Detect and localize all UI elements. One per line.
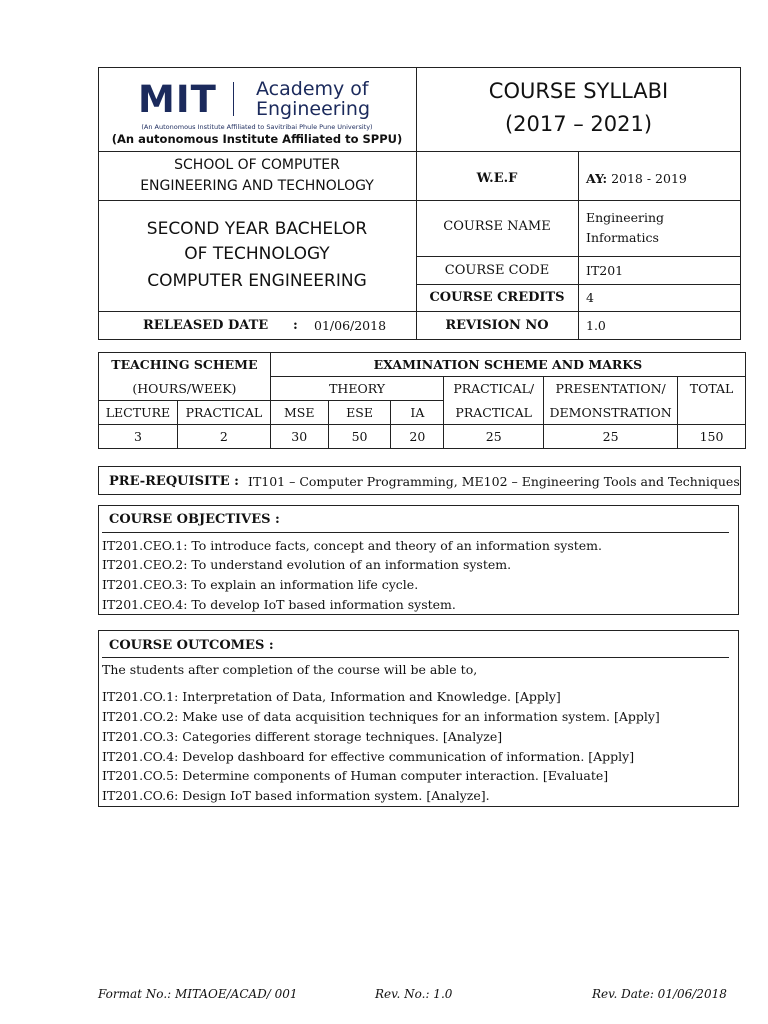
released-date-label: RELEASED DATE bbox=[143, 318, 269, 333]
program-line3: COMPUTER ENGINEERING bbox=[147, 271, 367, 291]
objectives-rule bbox=[102, 532, 729, 533]
footer-format-no: Format No.: MITAOE/ACAD/ 001 bbox=[98, 987, 298, 1001]
presentation-slash-header: PRESENTATION/ bbox=[544, 377, 678, 401]
program-line2: OF TECHNOLOGY bbox=[184, 244, 330, 264]
ay-field bbox=[586, 171, 687, 186]
outcome-item: IT201.CO.5: Determine components of Human computer interaction. [Evaluate] bbox=[102, 768, 609, 783]
logo-mark: MIT bbox=[138, 78, 217, 121]
logo-line1: Academy of bbox=[256, 78, 369, 100]
outcome-item: IT201.CO.3: Categories different storage techniques. [Analyze] bbox=[102, 729, 503, 744]
practical-slash-header: PRACTICAL/ bbox=[444, 377, 544, 401]
revision-no-value: 1.0 bbox=[586, 318, 606, 333]
total-header-blank bbox=[678, 401, 746, 425]
hours-week: (HOURS/WEEK) bbox=[99, 377, 271, 401]
footer-rev-date: Rev. Date: 01/06/2018 bbox=[592, 987, 727, 1001]
logo-separator bbox=[233, 82, 234, 116]
school-line1: SCHOOL OF COMPUTER bbox=[174, 157, 340, 173]
header-inner-divider-2 bbox=[578, 200, 579, 311]
value-ia: 20 bbox=[391, 425, 444, 449]
ay-label: AY: bbox=[586, 171, 608, 186]
value-total: 150 bbox=[678, 425, 746, 449]
objective-item: IT201.CEO.3: To explain an information life cycle. bbox=[102, 577, 419, 592]
released-date-sep: : bbox=[293, 318, 298, 333]
course-name-line1: Engineering bbox=[586, 210, 665, 225]
school-line2: ENGINEERING AND TECHNOLOGY bbox=[140, 178, 374, 194]
value-mse: 30 bbox=[270, 425, 328, 449]
course-credits-value: 4 bbox=[586, 290, 594, 305]
footer-rev-no: Rev. No.: 1.0 bbox=[375, 987, 453, 1001]
course-code-label: COURSE CODE bbox=[444, 263, 550, 278]
syllabus-years: (2017 – 2021) bbox=[504, 112, 653, 136]
ia-header: IA bbox=[391, 401, 444, 425]
course-name-line2: Informatics bbox=[586, 230, 659, 245]
objective-item: IT201.CEO.4: To develop IoT based information system. bbox=[102, 597, 456, 612]
value-ese: 50 bbox=[328, 425, 391, 449]
objective-item: IT201.CEO.2: To understand evolution of an information system. bbox=[102, 557, 512, 572]
header-inner-divider-3 bbox=[578, 311, 579, 340]
wef-label: W.E.F bbox=[476, 171, 518, 186]
outcomes-label: COURSE OUTCOMES : bbox=[109, 638, 274, 653]
theory-header: THEORY bbox=[270, 377, 443, 401]
outcome-item: IT201.CO.2: Make use of data acquisition techniques for an information system. [Apply] bbox=[102, 709, 660, 724]
course-code-value: IT201 bbox=[586, 263, 624, 278]
mse-header: MSE bbox=[270, 401, 328, 425]
scheme-table bbox=[98, 352, 746, 449]
ay-value: 2018 - 2019 bbox=[611, 171, 687, 186]
course-name-label: COURSE NAME bbox=[443, 219, 551, 234]
total-header: TOTAL bbox=[678, 377, 746, 401]
program-line1: SECOND YEAR BACHELOR bbox=[146, 219, 368, 239]
course-credits-label: COURSE CREDITS bbox=[429, 290, 565, 305]
course-syllabi-title: COURSE SYLLABI bbox=[488, 79, 669, 103]
ese-header: ESE bbox=[328, 401, 391, 425]
value-presentation: 25 bbox=[544, 425, 678, 449]
header-inner-divider-1 bbox=[578, 151, 579, 200]
prerequisite-box bbox=[98, 466, 741, 495]
objective-item: IT201.CEO.1: To introduce facts, concept and theory of an information system. bbox=[102, 538, 602, 553]
teaching-scheme-header: TEACHING SCHEME bbox=[99, 353, 271, 377]
header-rule-5 bbox=[98, 311, 741, 312]
practical2-header: PRACTICAL bbox=[444, 401, 544, 425]
outcome-item: IT201.CO.1: Interpretation of Data, Information and Knowledge. [Apply] bbox=[102, 689, 561, 704]
logo-affiliation-small: (An Autonomous Institute Affiliated to Savitribai Phule Pune University) bbox=[141, 123, 373, 131]
logo-line2: Engineering bbox=[256, 98, 370, 120]
prerequisite-label: PRE-REQUISITE : bbox=[109, 474, 239, 489]
prerequisite-text: IT101 – Computer Programming, ME102 – Engineering Tools and Techniques bbox=[248, 474, 740, 489]
outcome-item: IT201.CO.6: Design IoT based information system. [Analyze]. bbox=[102, 788, 490, 803]
objectives-label: COURSE OBJECTIVES : bbox=[109, 512, 280, 527]
outcomes-rule bbox=[102, 657, 729, 658]
value-practical: 2 bbox=[177, 425, 270, 449]
outcome-item: IT201.CO.4: Develop dashboard for effective communication of information. [Apply] bbox=[102, 749, 635, 764]
revision-no-label: REVISION NO bbox=[445, 318, 549, 333]
lecture-header: LECTURE bbox=[99, 401, 178, 425]
exam-scheme-header: EXAMINATION SCHEME AND MARKS bbox=[270, 353, 745, 377]
practical-header: PRACTICAL bbox=[177, 401, 270, 425]
demonstration-header: DEMONSTRATION bbox=[544, 401, 678, 425]
institute-logo bbox=[138, 78, 388, 128]
header-rule-1 bbox=[98, 151, 741, 152]
released-date-value: 01/06/2018 bbox=[314, 318, 387, 333]
value-lecture: 3 bbox=[99, 425, 178, 449]
outcomes-intro: The students after completion of the course will be able to, bbox=[102, 662, 478, 677]
value-practical-exam: 25 bbox=[444, 425, 544, 449]
header-rule-2 bbox=[98, 200, 741, 201]
affiliation: (An autonomous Institute Affiliated to SPPU) bbox=[111, 132, 403, 146]
